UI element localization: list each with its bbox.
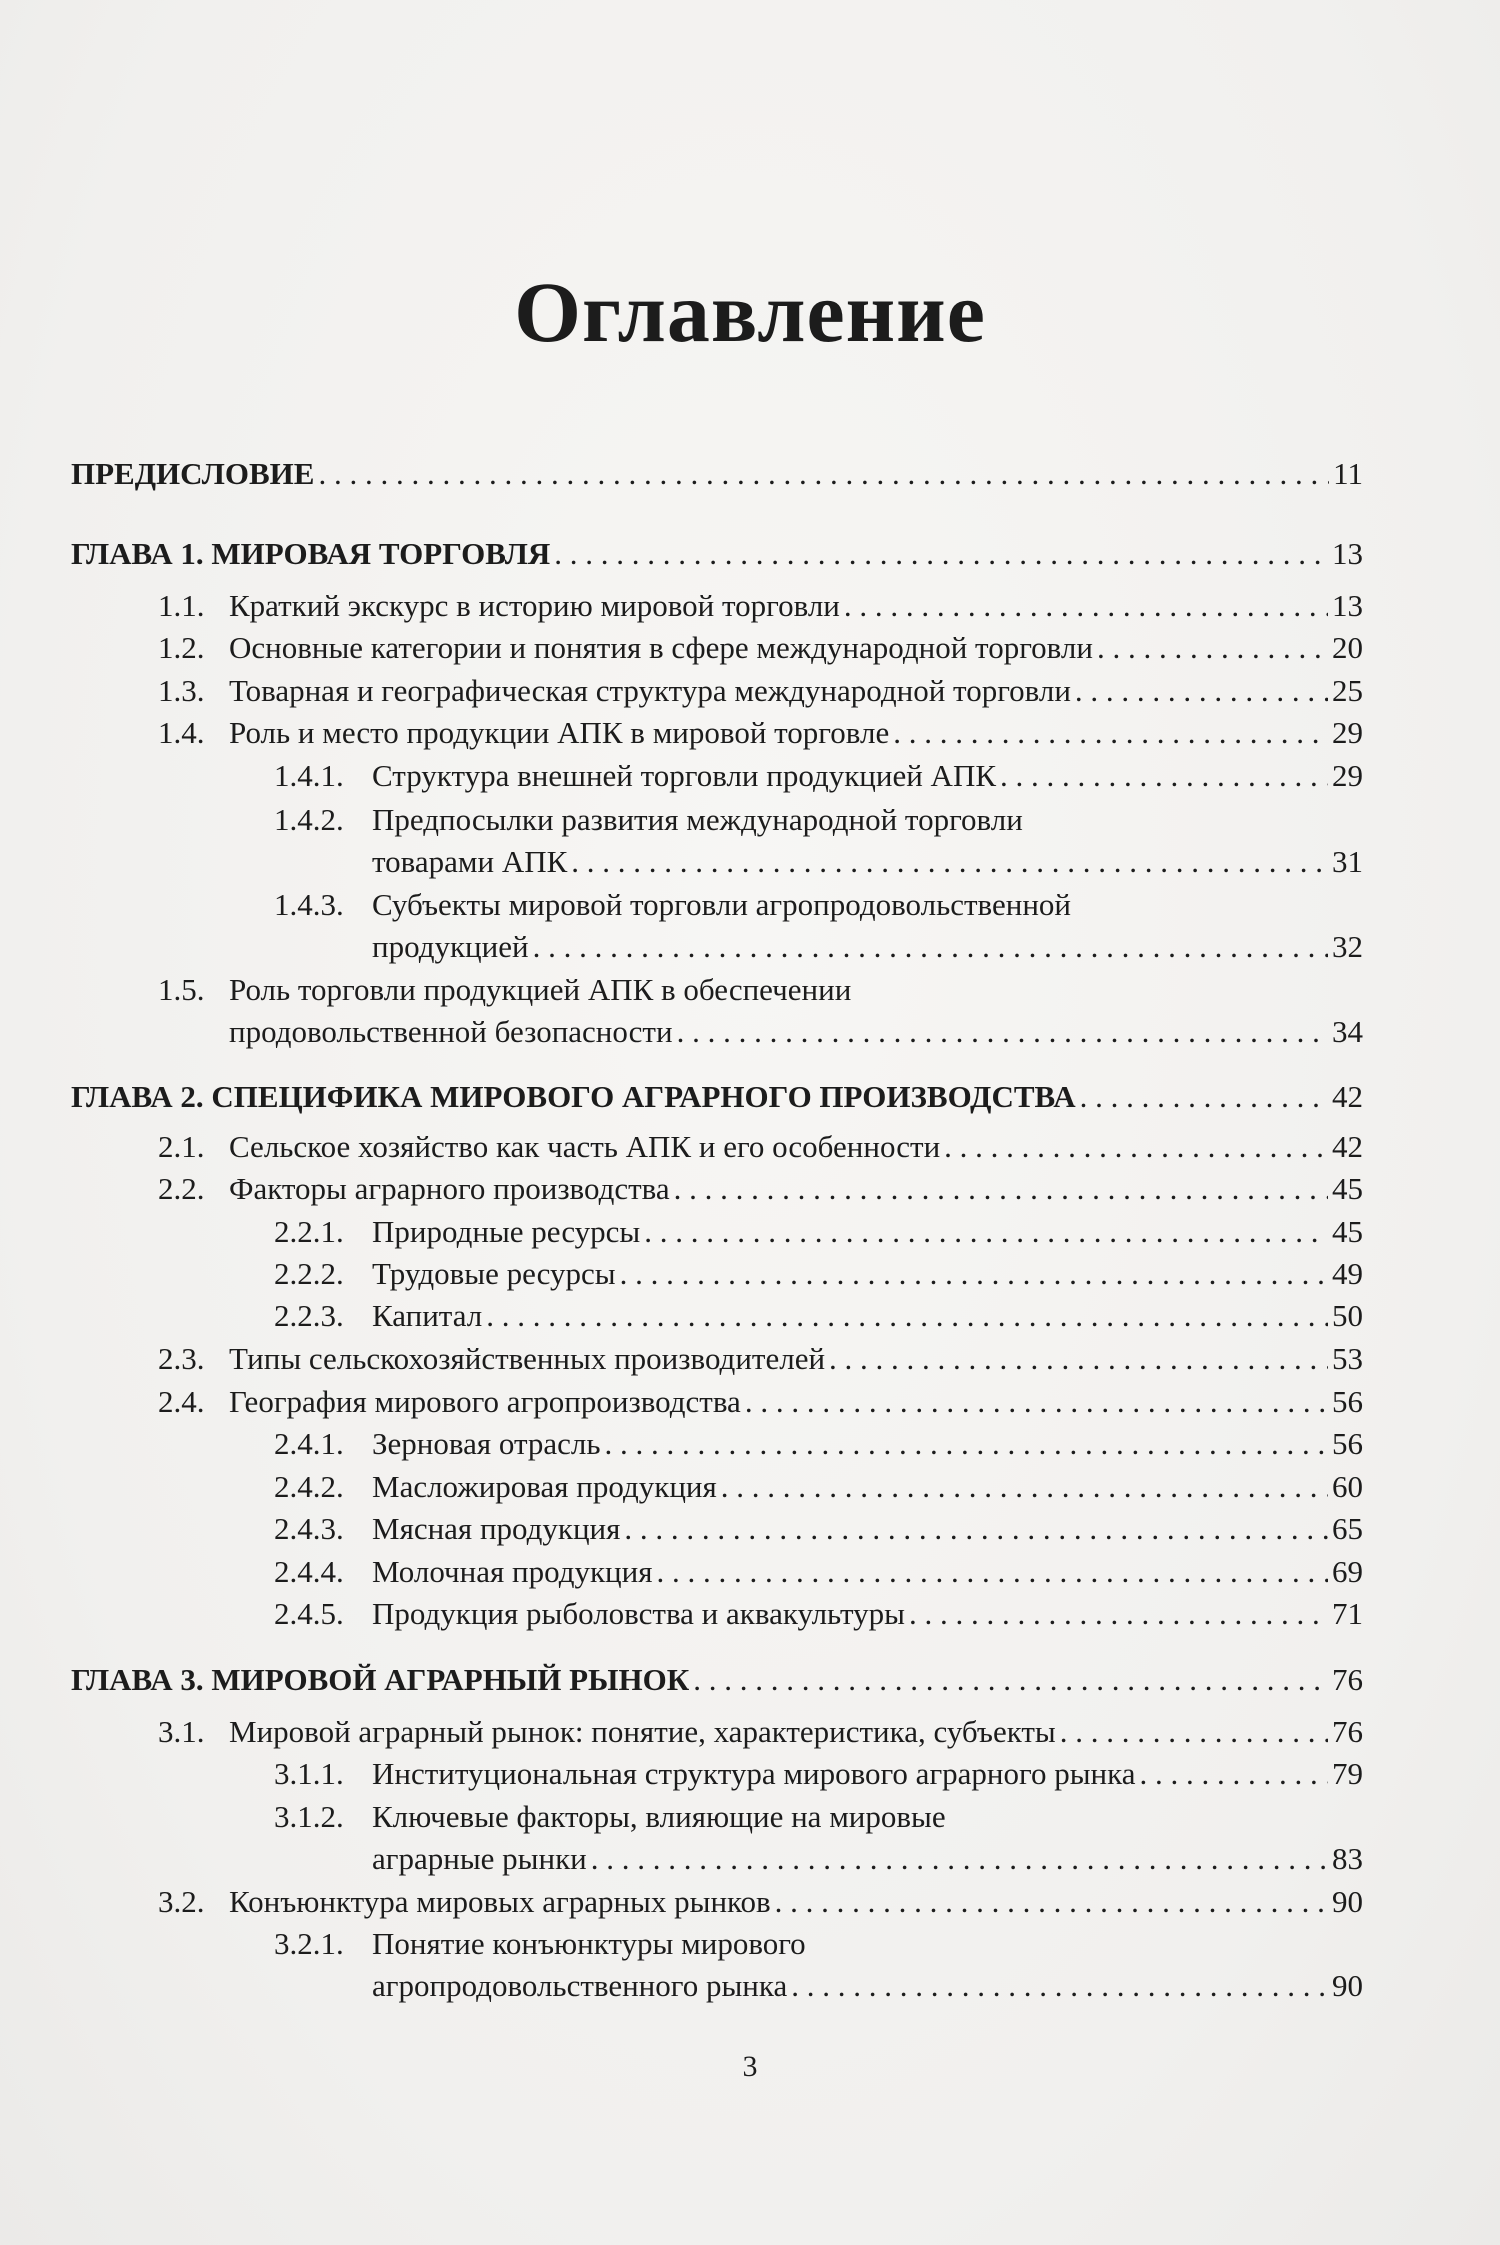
dot-leader [533, 929, 1328, 965]
toc-entry-page: 42 [1332, 1129, 1363, 1164]
dot-leader [674, 1171, 1328, 1207]
toc-entry-title: Роль торговли продукцией АПК в обеспечении [229, 972, 852, 1007]
toc-entry-title: Институциональная структура мирового аграрного рынка [372, 1756, 1136, 1791]
dot-leader [656, 1554, 1328, 1590]
toc-entry-title: Типы сельскохозяйственных производителей [229, 1341, 826, 1376]
toc-entry-title: Продукция рыболовства и аквакультуры [372, 1596, 905, 1631]
toc-entry-title: Конъюнктура мировых аграрных рынков [229, 1884, 771, 1919]
toc-entry-title: ГЛАВА 1. МИРОВАЯ ТОРГОВЛЯ [71, 536, 551, 571]
toc-entry-page: 65 [1332, 1511, 1363, 1546]
toc-entry-number: 2.4.1. [274, 1426, 344, 1461]
toc-entry-title: продукцией [372, 929, 529, 964]
toc-entry-title: продовольственной безопасности [229, 1014, 673, 1049]
toc-entry-number: 1.3. [158, 673, 205, 708]
toc-entry-title: ГЛАВА 2. СПЕЦИФИКА МИРОВОГО АГРАРНОГО ПРОИЗВОДСТВА [71, 1079, 1076, 1114]
toc-entry-number: 1.4.2. [274, 802, 344, 837]
toc-entry-number: 2.4.2. [274, 1469, 344, 1504]
toc-entry[interactable] [274, 1298, 1363, 1340]
toc-entry[interactable] [158, 588, 1363, 630]
toc-entry-title: Мясная продукция [372, 1511, 621, 1546]
toc-entry-page: 49 [1332, 1256, 1363, 1291]
dot-leader [693, 1662, 1328, 1698]
toc-entry-page: 56 [1332, 1426, 1363, 1461]
toc-entry-page: 69 [1332, 1554, 1363, 1589]
toc-entry-title: Предпосылки развития международной торговли [372, 802, 1023, 837]
toc-entry[interactable] [274, 758, 1363, 800]
toc-chapter-entry[interactable] [71, 1079, 1363, 1121]
toc-entry-page: 20 [1332, 630, 1363, 665]
toc-chapter-entry[interactable] [71, 456, 1363, 498]
toc-entry[interactable] [274, 1511, 1363, 1553]
dot-leader [624, 1511, 1328, 1547]
dot-leader [620, 1256, 1328, 1292]
toc-entry-title: Природные ресурсы [372, 1214, 641, 1249]
toc-entry-number: 2.1. [158, 1129, 205, 1164]
toc-entry-title: Сельское хозяйство как часть АПК и его особенности [229, 1129, 941, 1164]
toc-entry[interactable] [158, 972, 1363, 1056]
dot-leader [677, 1014, 1328, 1050]
toc-entry-page: 45 [1332, 1171, 1363, 1206]
toc-entry-title: Краткий экскурс в историю мировой торговли [229, 588, 840, 623]
toc-entry-title: Понятие конъюнктуры мирового [372, 1926, 806, 1961]
toc-entry-number: 3.1.1. [274, 1756, 344, 1791]
toc-entry-number: 2.4.3. [274, 1511, 344, 1546]
toc-entry-page: 34 [1332, 1014, 1363, 1049]
dot-leader [554, 536, 1328, 572]
toc-entry-page: 60 [1332, 1469, 1363, 1504]
toc-entry-title: Молочная продукция [372, 1554, 653, 1589]
toc-entry[interactable] [158, 1884, 1363, 1926]
toc-entry-page: 42 [1332, 1079, 1363, 1114]
toc-entry-page: 90 [1332, 1884, 1363, 1919]
toc-entry[interactable] [274, 1214, 1363, 1256]
toc-entry-page: 11 [1333, 456, 1363, 491]
toc-entry-number: 2.4.5. [274, 1596, 344, 1631]
toc-entry-title: Трудовые ресурсы [372, 1256, 616, 1291]
toc-entry-page: 79 [1332, 1756, 1363, 1791]
toc-entry-number: 3.2.1. [274, 1926, 344, 1961]
dot-leader [1060, 1714, 1328, 1750]
toc-entry-page: 29 [1332, 715, 1363, 750]
toc-entry[interactable] [274, 1469, 1363, 1511]
dot-leader [791, 1968, 1328, 2004]
toc-entry-page: 53 [1332, 1341, 1363, 1376]
toc-entry[interactable] [274, 1756, 1363, 1798]
toc-entry-page: 71 [1332, 1596, 1363, 1631]
toc-entry-page: 31 [1332, 844, 1363, 879]
toc-entry-title: Мировой аграрный рынок: понятие, характеристика, субъекты [229, 1714, 1056, 1749]
toc-entry-title: аграрные рынки [372, 1841, 587, 1876]
toc-entry-number: 2.4.4. [274, 1554, 344, 1589]
toc-entry-number: 3.1.2. [274, 1799, 344, 1834]
toc-entry-number: 1.2. [158, 630, 205, 665]
dot-leader [605, 1426, 1328, 1462]
toc-entry-title: Товарная и географическая структура международной торговли [229, 673, 1071, 708]
toc-entry-page: 13 [1332, 536, 1363, 571]
toc-entry[interactable] [274, 1256, 1363, 1298]
dot-leader [1139, 1756, 1328, 1792]
toc-entry-page: 29 [1332, 758, 1363, 793]
toc-entry[interactable] [274, 1554, 1363, 1596]
dot-leader [944, 1129, 1328, 1165]
toc-entry-number: 2.2.2. [274, 1256, 344, 1291]
dot-leader [1075, 673, 1328, 709]
dot-leader [745, 1384, 1328, 1420]
toc-entry-title: ПРЕДИСЛОВИЕ [71, 456, 315, 491]
toc-entry-page: 76 [1332, 1662, 1363, 1697]
toc-entry[interactable] [158, 715, 1363, 757]
page-title: Оглавление [514, 264, 986, 360]
toc-chapter-entry[interactable] [71, 1662, 1363, 1704]
toc-entry-number: 1.4. [158, 715, 205, 750]
toc-entry-number: 3.2. [158, 1884, 205, 1919]
toc-entry-number: 1.4.1. [274, 758, 344, 793]
toc-entry-number: 1.1. [158, 588, 205, 623]
toc-entry[interactable] [158, 1171, 1363, 1213]
toc-entry-title: Основные категории и понятия в сфере международной торговли [229, 630, 1093, 665]
dot-leader [1080, 1079, 1328, 1115]
dot-leader [318, 456, 1329, 492]
toc-entry-page: 45 [1332, 1214, 1363, 1249]
toc-entry[interactable] [158, 1714, 1363, 1756]
toc-entry[interactable] [158, 1384, 1363, 1426]
toc-entry[interactable] [158, 1341, 1363, 1383]
toc-entry[interactable] [274, 1426, 1363, 1468]
toc-entry-number: 2.3. [158, 1341, 205, 1376]
toc-chapter-entry[interactable] [71, 536, 1363, 578]
toc-entry-number: 1.4.3. [274, 887, 344, 922]
toc-entry-number: 2.2. [158, 1171, 205, 1206]
toc-entry-page: 50 [1332, 1298, 1363, 1333]
dot-leader [893, 715, 1328, 751]
toc-entry-title: Субъекты мировой торговли агропродовольственной [372, 887, 1072, 922]
toc-entry-title: товарами АПК [372, 844, 568, 879]
toc-entry-page: 32 [1332, 929, 1363, 964]
toc-entry[interactable] [274, 1799, 1363, 1883]
dot-leader [844, 588, 1328, 624]
toc-entry[interactable] [274, 802, 1363, 886]
toc-entry[interactable] [158, 1129, 1363, 1171]
toc-entry-number: 2.2.1. [274, 1214, 344, 1249]
toc-entry[interactable] [158, 673, 1363, 715]
toc-entry-page: 83 [1332, 1841, 1363, 1876]
toc-entry-page: 25 [1332, 673, 1363, 708]
toc-entry-title: Структура внешней торговли продукцией АПК [372, 758, 997, 793]
toc-entry-number: 3.1. [158, 1714, 205, 1749]
dot-leader [591, 1841, 1328, 1877]
toc-entry[interactable] [274, 1926, 1363, 2010]
toc-entry-title: География мирового агропроизводства [229, 1384, 741, 1419]
dot-leader [1097, 630, 1328, 666]
dot-leader [829, 1341, 1328, 1377]
toc-entry-page: 13 [1332, 588, 1363, 623]
toc-entry-title: Масложировая продукция [372, 1469, 717, 1504]
toc-entry-title: Капитал [372, 1298, 483, 1333]
toc-entry[interactable] [274, 1596, 1363, 1638]
toc-entry-title: Зерновая отрасль [372, 1426, 601, 1461]
toc-entry-page: 56 [1332, 1384, 1363, 1419]
toc-entry-number: 2.2.3. [274, 1298, 344, 1333]
toc-entry-page: 76 [1332, 1714, 1363, 1749]
toc-entry-page: 90 [1332, 1968, 1363, 2003]
dot-leader [909, 1596, 1328, 1632]
dot-leader [1000, 758, 1328, 794]
dot-leader [721, 1469, 1328, 1505]
toc-entry-number: 1.5. [158, 972, 205, 1007]
dot-leader [775, 1884, 1328, 1920]
dot-leader [644, 1214, 1328, 1250]
toc-entry-number: 2.4. [158, 1384, 205, 1419]
dot-leader [571, 844, 1328, 880]
toc-entry-title: ГЛАВА 3. МИРОВОЙ АГРАРНЫЙ РЫНОК [71, 1662, 690, 1697]
toc-entry-title: агропродовольственного рынка [372, 1968, 788, 2003]
toc-entry[interactable] [158, 630, 1363, 672]
toc-entry[interactable] [274, 887, 1363, 971]
toc-entry-title: Ключевые факторы, влияющие на мировые [372, 1799, 946, 1834]
dot-leader [486, 1298, 1328, 1334]
page-number: 3 [742, 2050, 758, 2083]
toc-entry-title: Роль и место продукции АПК в мировой торговле [229, 715, 890, 750]
toc-entry-title: Факторы аграрного производства [229, 1171, 670, 1206]
